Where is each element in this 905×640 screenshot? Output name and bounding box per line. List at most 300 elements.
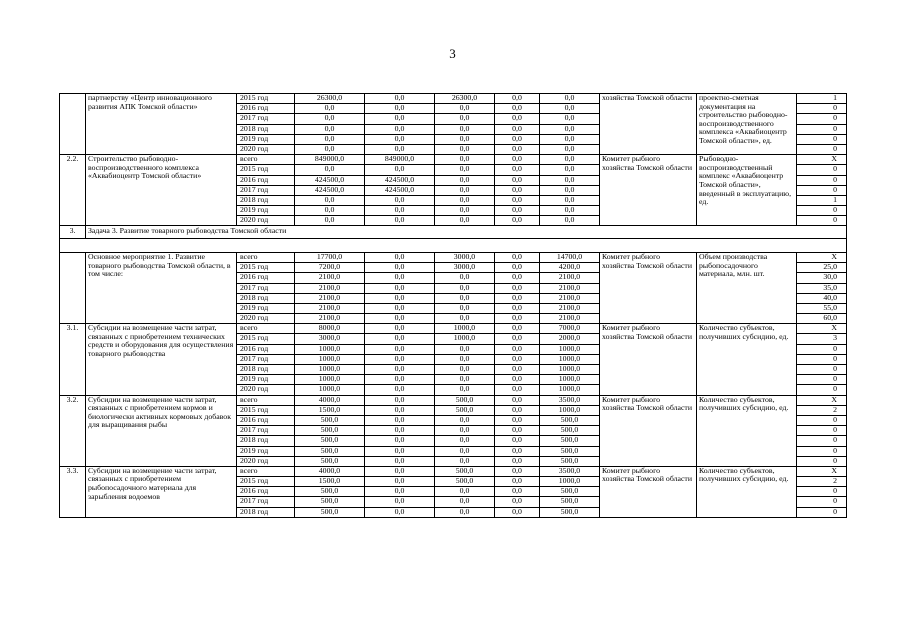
year-cell: 2020 год	[237, 144, 295, 154]
year-cell: 2016 год	[237, 273, 295, 283]
row-number: 3.3.	[60, 466, 86, 517]
federal-cell: 0,0	[365, 456, 435, 466]
local-cell: 0,0	[495, 185, 540, 195]
federal-cell: 0,0	[365, 206, 435, 216]
total-cell: 0,0	[295, 144, 365, 154]
local-cell: 0,0	[495, 263, 540, 273]
other-cell: 0,0	[540, 165, 600, 175]
local-cell: 0,0	[495, 124, 540, 134]
year-cell: всего	[237, 252, 295, 262]
other-cell: 1000,0	[540, 344, 600, 354]
regional-cell: 0,0	[435, 273, 495, 283]
local-cell: 0,0	[495, 466, 540, 476]
other-cell: 500,0	[540, 456, 600, 466]
year-cell: 2016 год	[237, 104, 295, 114]
federal-cell: 0,0	[365, 216, 435, 226]
total-cell: 0,0	[295, 104, 365, 114]
total-cell: 849000,0	[295, 155, 365, 165]
indicator-value-cell: 0	[797, 415, 847, 425]
indicator-value-cell: 30,0	[797, 273, 847, 283]
federal-cell: 0,0	[365, 263, 435, 273]
regional-cell: 0,0	[435, 314, 495, 324]
federal-cell: 0,0	[365, 124, 435, 134]
table-row	[60, 155, 847, 165]
federal-cell: 0,0	[365, 395, 435, 405]
measure-title: Основное мероприятие 1. Развитие товарного рыбоводства Томской области, в том числе:	[86, 252, 237, 323]
local-cell: 0,0	[495, 344, 540, 354]
other-cell: 500,0	[540, 426, 600, 436]
indicator-value-cell: 0	[797, 375, 847, 385]
local-cell: 0,0	[495, 334, 540, 344]
regional-cell: 0,0	[435, 155, 495, 165]
local-cell: 0,0	[495, 165, 540, 175]
total-cell: 500,0	[295, 426, 365, 436]
regional-cell: 0,0	[435, 365, 495, 375]
local-cell: 0,0	[495, 426, 540, 436]
year-cell: 2015 год	[237, 405, 295, 415]
indicator-value-cell: 40,0	[797, 293, 847, 303]
year-cell: всего	[237, 155, 295, 165]
indicator-value-cell: 0	[797, 487, 847, 497]
other-cell: 0,0	[540, 155, 600, 165]
local-cell: 0,0	[495, 283, 540, 293]
regional-cell: 3000,0	[435, 252, 495, 262]
indicator-value-cell: 0	[797, 436, 847, 446]
local-cell: 0,0	[495, 436, 540, 446]
year-cell: 2016 год	[237, 415, 295, 425]
local-cell: 0,0	[495, 477, 540, 487]
table-row	[60, 395, 847, 405]
local-cell: 0,0	[495, 104, 540, 114]
indicator-value-cell: 0	[797, 175, 847, 185]
total-cell: 2100,0	[295, 273, 365, 283]
other-cell: 1000,0	[540, 385, 600, 395]
other-cell: 0,0	[540, 144, 600, 154]
local-cell: 0,0	[495, 175, 540, 185]
federal-cell: 0,0	[365, 466, 435, 476]
year-cell: 2019 год	[237, 206, 295, 216]
measure-title: Строительство рыбоводно-воспроизводственного комплекса «Аквабиоцентр Томской области»	[86, 155, 237, 226]
total-cell: 17700,0	[295, 252, 365, 262]
total-cell: 1000,0	[295, 354, 365, 364]
other-cell: 7000,0	[540, 324, 600, 334]
indicator-value-cell: 25,0	[797, 263, 847, 273]
other-cell: 500,0	[540, 487, 600, 497]
local-cell: 0,0	[495, 216, 540, 226]
local-cell: 0,0	[495, 293, 540, 303]
indicator-value-cell: 60,0	[797, 314, 847, 324]
indicator-value-cell: 0	[797, 165, 847, 175]
row-number	[60, 94, 86, 155]
year-cell: 2018 год	[237, 124, 295, 134]
total-cell: 500,0	[295, 456, 365, 466]
year-cell: 2015 год	[237, 477, 295, 487]
row-number: 3.	[60, 226, 86, 239]
total-cell: 0,0	[295, 206, 365, 216]
other-cell: 1000,0	[540, 375, 600, 385]
regional-cell: 0,0	[435, 344, 495, 354]
indicator-value-cell: 2	[797, 477, 847, 487]
total-cell: 0,0	[295, 195, 365, 205]
total-cell: 7200,0	[295, 263, 365, 273]
row-number: 3.2.	[60, 395, 86, 466]
indicator-value-cell: 0	[797, 216, 847, 226]
federal-cell: 0,0	[365, 314, 435, 324]
indicator-value-cell: X	[797, 324, 847, 334]
other-cell: 4200,0	[540, 263, 600, 273]
table-row	[60, 466, 847, 476]
regional-cell: 0,0	[435, 185, 495, 195]
other-cell: 2100,0	[540, 283, 600, 293]
regional-cell: 0,0	[435, 303, 495, 313]
total-cell: 3000,0	[295, 334, 365, 344]
row-number: 2.2.	[60, 155, 86, 226]
local-cell: 0,0	[495, 446, 540, 456]
indicator-cell: проектно-сметная документация на строительство рыбоводно-воспроизводственного комплекса «Аквабиоцентр Томской области», ед.	[697, 94, 797, 155]
total-cell: 0,0	[295, 134, 365, 144]
total-cell: 500,0	[295, 415, 365, 425]
local-cell: 0,0	[495, 507, 540, 517]
local-cell: 0,0	[495, 405, 540, 415]
page-number: 3	[449, 46, 456, 61]
year-cell: 2017 год	[237, 426, 295, 436]
task-title: Задача 3. Развитие товарного рыбоводства Томской области	[86, 226, 847, 239]
task-row	[60, 226, 847, 239]
regional-cell: 1000,0	[435, 324, 495, 334]
other-cell: 2100,0	[540, 273, 600, 283]
regional-cell: 500,0	[435, 405, 495, 415]
local-cell: 0,0	[495, 375, 540, 385]
other-cell: 1000,0	[540, 477, 600, 487]
federal-cell: 0,0	[365, 303, 435, 313]
year-cell: 2018 год	[237, 293, 295, 303]
federal-cell: 0,0	[365, 405, 435, 415]
total-cell: 2100,0	[295, 314, 365, 324]
year-cell: 2018 год	[237, 436, 295, 446]
federal-cell: 0,0	[365, 283, 435, 293]
indicator-cell: Количество субъектов, получивших субсидию, ед.	[697, 395, 797, 466]
other-cell: 0,0	[540, 185, 600, 195]
other-cell: 3500,0	[540, 466, 600, 476]
other-cell: 2100,0	[540, 314, 600, 324]
total-cell: 4000,0	[295, 466, 365, 476]
federal-cell: 424500,0	[365, 175, 435, 185]
indicator-value-cell: 0	[797, 426, 847, 436]
other-cell: 0,0	[540, 216, 600, 226]
indicator-value-cell: 1	[797, 195, 847, 205]
other-cell: 14700,0	[540, 252, 600, 262]
other-cell: 0,0	[540, 124, 600, 134]
indicator-cell: Рыбоводно-воспроизводственный комплекс «Аквабиоцентр Томской области», введенный в эксплуатацию, ед.	[697, 155, 797, 226]
other-cell: 0,0	[540, 134, 600, 144]
indicator-value-cell: 55,0	[797, 303, 847, 313]
indicator-value-cell: 0	[797, 124, 847, 134]
year-cell: 2020 год	[237, 456, 295, 466]
other-cell: 0,0	[540, 104, 600, 114]
measure-title: Субсидии на возмещение части затрат, связанных с приобретением рыбопосадочного материала для зарыбления водоемов	[86, 466, 237, 517]
total-cell: 2100,0	[295, 283, 365, 293]
program-measures-table	[59, 93, 847, 518]
responsible-cell: Комитет рыбного хозяйства Томской области	[600, 252, 697, 323]
total-cell: 0,0	[295, 216, 365, 226]
regional-cell: 0,0	[435, 375, 495, 385]
federal-cell: 849000,0	[365, 155, 435, 165]
federal-cell: 0,0	[365, 344, 435, 354]
local-cell: 0,0	[495, 497, 540, 507]
regional-cell: 0,0	[435, 165, 495, 175]
indicator-value-cell: 0	[797, 446, 847, 456]
regional-cell: 0,0	[435, 114, 495, 124]
other-cell: 1000,0	[540, 405, 600, 415]
total-cell: 424500,0	[295, 185, 365, 195]
total-cell: 500,0	[295, 446, 365, 456]
local-cell: 0,0	[495, 385, 540, 395]
year-cell: 2018 год	[237, 195, 295, 205]
total-cell: 424500,0	[295, 175, 365, 185]
indicator-value-cell: 0	[797, 385, 847, 395]
federal-cell: 0,0	[365, 415, 435, 425]
other-cell: 500,0	[540, 415, 600, 425]
total-cell: 500,0	[295, 507, 365, 517]
federal-cell: 0,0	[365, 487, 435, 497]
indicator-value-cell: 2	[797, 405, 847, 415]
other-cell: 0,0	[540, 175, 600, 185]
federal-cell: 0,0	[365, 144, 435, 154]
total-cell: 500,0	[295, 436, 365, 446]
regional-cell: 0,0	[435, 385, 495, 395]
responsible-cell: Комитет рыбного хозяйства Томской области	[600, 466, 697, 517]
federal-cell: 0,0	[365, 497, 435, 507]
other-cell: 2100,0	[540, 303, 600, 313]
local-cell: 0,0	[495, 195, 540, 205]
regional-cell: 0,0	[435, 456, 495, 466]
measure-title: партнерству «Центр инновационного развития АПК Томской области»	[86, 94, 237, 155]
other-cell: 3500,0	[540, 395, 600, 405]
total-cell: 1000,0	[295, 375, 365, 385]
indicator-value-cell: 0	[797, 344, 847, 354]
responsible-cell: Комитет рыбного хозяйства Томской области	[600, 155, 697, 226]
federal-cell: 0,0	[365, 436, 435, 446]
table-row	[60, 252, 847, 262]
local-cell: 0,0	[495, 395, 540, 405]
total-cell: 1500,0	[295, 405, 365, 415]
total-cell: 500,0	[295, 497, 365, 507]
year-cell: 2019 год	[237, 303, 295, 313]
regional-cell: 0,0	[435, 507, 495, 517]
year-cell: 2016 год	[237, 344, 295, 354]
federal-cell: 0,0	[365, 477, 435, 487]
federal-cell: 0,0	[365, 365, 435, 375]
other-cell: 1000,0	[540, 365, 600, 375]
indicator-value-cell: 0	[797, 134, 847, 144]
total-cell: 1500,0	[295, 477, 365, 487]
year-cell: всего	[237, 395, 295, 405]
federal-cell: 0,0	[365, 195, 435, 205]
other-cell: 0,0	[540, 206, 600, 216]
indicator-cell: Количество субъектов, получивших субсидию, ед.	[697, 466, 797, 517]
indicator-value-cell: 0	[797, 114, 847, 124]
total-cell: 1000,0	[295, 365, 365, 375]
indicator-value-cell: 0	[797, 365, 847, 375]
local-cell: 0,0	[495, 487, 540, 497]
federal-cell: 0,0	[365, 375, 435, 385]
spacer-cell	[60, 238, 847, 252]
federal-cell: 0,0	[365, 104, 435, 114]
regional-cell: 0,0	[435, 426, 495, 436]
total-cell: 1000,0	[295, 344, 365, 354]
indicator-value-cell: X	[797, 466, 847, 476]
federal-cell: 0,0	[365, 134, 435, 144]
year-cell: 2019 год	[237, 134, 295, 144]
regional-cell: 0,0	[435, 293, 495, 303]
regional-cell: 500,0	[435, 395, 495, 405]
year-cell: 2018 год	[237, 365, 295, 375]
year-cell: всего	[237, 466, 295, 476]
regional-cell: 500,0	[435, 477, 495, 487]
local-cell: 0,0	[495, 206, 540, 216]
local-cell: 0,0	[495, 314, 540, 324]
federal-cell: 0,0	[365, 446, 435, 456]
local-cell: 0,0	[495, 415, 540, 425]
indicator-value-cell: 0	[797, 104, 847, 114]
year-cell: 2015 год	[237, 334, 295, 344]
regional-cell: 26300,0	[435, 94, 495, 104]
indicator-value-cell: 0	[797, 144, 847, 154]
indicator-value-cell: 0	[797, 456, 847, 466]
federal-cell: 0,0	[365, 385, 435, 395]
regional-cell: 0,0	[435, 175, 495, 185]
indicator-value-cell: X	[797, 155, 847, 165]
other-cell: 0,0	[540, 94, 600, 104]
year-cell: 2015 год	[237, 94, 295, 104]
indicator-value-cell: 0	[797, 185, 847, 195]
regional-cell: 0,0	[435, 144, 495, 154]
federal-cell: 0,0	[365, 426, 435, 436]
local-cell: 0,0	[495, 94, 540, 104]
regional-cell: 0,0	[435, 446, 495, 456]
year-cell: 2017 год	[237, 354, 295, 364]
regional-cell: 0,0	[435, 497, 495, 507]
measure-title: Субсидии на возмещение части затрат, связанных с приобретением технических средств и оборудования для осуществления товарного рыбоводства	[86, 324, 237, 395]
regional-cell: 1000,0	[435, 334, 495, 344]
federal-cell: 0,0	[365, 293, 435, 303]
other-cell: 500,0	[540, 507, 600, 517]
federal-cell: 0,0	[365, 354, 435, 364]
regional-cell: 0,0	[435, 124, 495, 134]
local-cell: 0,0	[495, 456, 540, 466]
total-cell: 2100,0	[295, 293, 365, 303]
year-cell: 2020 год	[237, 385, 295, 395]
year-cell: 2019 год	[237, 375, 295, 385]
responsible-cell: Комитет рыбного хозяйства Томской области	[600, 395, 697, 466]
year-cell: всего	[237, 324, 295, 334]
federal-cell: 424500,0	[365, 185, 435, 195]
total-cell: 26300,0	[295, 94, 365, 104]
other-cell: 0,0	[540, 114, 600, 124]
federal-cell: 0,0	[365, 324, 435, 334]
spacer-row	[60, 238, 847, 252]
indicator-value-cell: 1	[797, 94, 847, 104]
year-cell: 2015 год	[237, 165, 295, 175]
indicator-cell: Объем производства рыбопосадочного материала, млн. шт.	[697, 252, 797, 323]
indicator-value-cell: 0	[797, 354, 847, 364]
local-cell: 0,0	[495, 252, 540, 262]
federal-cell: 0,0	[365, 273, 435, 283]
local-cell: 0,0	[495, 144, 540, 154]
local-cell: 0,0	[495, 303, 540, 313]
other-cell: 500,0	[540, 497, 600, 507]
regional-cell: 0,0	[435, 216, 495, 226]
total-cell: 0,0	[295, 165, 365, 175]
regional-cell: 0,0	[435, 415, 495, 425]
year-cell: 2017 год	[237, 114, 295, 124]
table-row	[60, 324, 847, 334]
regional-cell: 3000,0	[435, 263, 495, 273]
year-cell: 2015 год	[237, 263, 295, 273]
regional-cell: 0,0	[435, 354, 495, 364]
row-number	[60, 252, 86, 323]
indicator-value-cell: 35,0	[797, 283, 847, 293]
other-cell: 2000,0	[540, 334, 600, 344]
regional-cell: 500,0	[435, 466, 495, 476]
local-cell: 0,0	[495, 134, 540, 144]
indicator-value-cell: 0	[797, 497, 847, 507]
responsible-cell: Комитет рыбного хозяйства Томской области	[600, 324, 697, 395]
total-cell: 1000,0	[295, 385, 365, 395]
regional-cell: 0,0	[435, 206, 495, 216]
federal-cell: 0,0	[365, 165, 435, 175]
regional-cell: 0,0	[435, 104, 495, 114]
other-cell: 500,0	[540, 446, 600, 456]
other-cell: 1000,0	[540, 354, 600, 364]
indicator-value-cell: 0	[797, 206, 847, 216]
other-cell: 2100,0	[540, 293, 600, 303]
row-number: 3.1.	[60, 324, 86, 395]
total-cell: 8000,0	[295, 324, 365, 334]
year-cell: 2018 год	[237, 507, 295, 517]
local-cell: 0,0	[495, 273, 540, 283]
total-cell: 2100,0	[295, 303, 365, 313]
regional-cell: 0,0	[435, 487, 495, 497]
year-cell: 2016 год	[237, 175, 295, 185]
year-cell: 2017 год	[237, 497, 295, 507]
federal-cell: 0,0	[365, 252, 435, 262]
indicator-cell: Количество субъектов, получивших субсидию, ед.	[697, 324, 797, 395]
federal-cell: 0,0	[365, 94, 435, 104]
year-cell: 2020 год	[237, 216, 295, 226]
regional-cell: 0,0	[435, 436, 495, 446]
total-cell: 4000,0	[295, 395, 365, 405]
responsible-cell: хозяйства Томской области	[600, 94, 697, 155]
indicator-value-cell: 0	[797, 507, 847, 517]
federal-cell: 0,0	[365, 114, 435, 124]
indicator-value-cell: X	[797, 252, 847, 262]
indicator-value-cell: 3	[797, 334, 847, 344]
other-cell: 500,0	[540, 436, 600, 446]
local-cell: 0,0	[495, 155, 540, 165]
total-cell: 0,0	[295, 114, 365, 124]
federal-cell: 0,0	[365, 507, 435, 517]
regional-cell: 0,0	[435, 283, 495, 293]
total-cell: 500,0	[295, 487, 365, 497]
year-cell: 2017 год	[237, 283, 295, 293]
federal-cell: 0,0	[365, 334, 435, 344]
regional-cell: 0,0	[435, 134, 495, 144]
measure-title: Субсидии на возмещение части затрат, связанных с приобретением кормов и биологически активных кормовых добавок для выращивания рыбы	[86, 395, 237, 466]
table-row	[60, 94, 847, 104]
local-cell: 0,0	[495, 354, 540, 364]
other-cell: 0,0	[540, 195, 600, 205]
